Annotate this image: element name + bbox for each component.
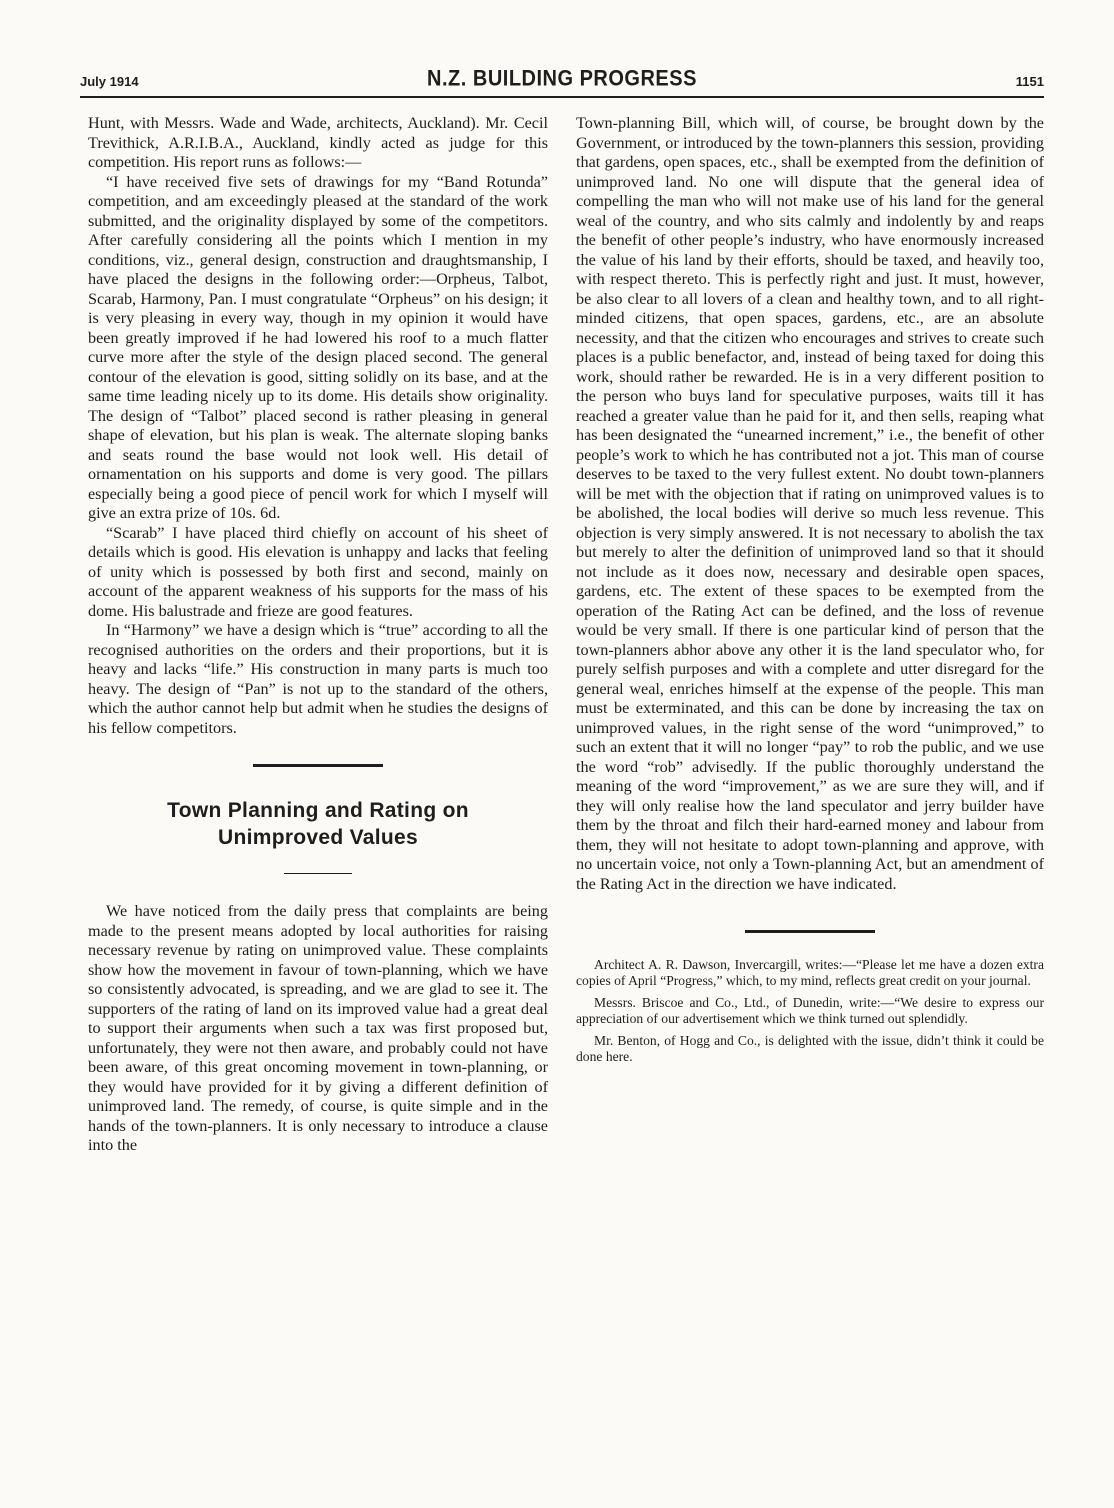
publication-title: N.Z. BUILDING PROGRESS bbox=[427, 66, 697, 92]
running-head bbox=[80, 68, 1044, 96]
header-rule bbox=[80, 96, 1044, 98]
note-dawson: Architect A. R. Dawson, Invercargill, writes:—“Please let me have a dozen extra copies of April “Progress,” which, to my mind, reflects great credit on your journal. bbox=[576, 957, 1044, 988]
scarab-paragraph: “Scarab” I have placed third chiefly on account of his sheet of details which is good. His elevation is unhappy and lacks that feeling of unity which is possessed by both first and second, mainly on account of the apparent weakness of his supports for the mass of his dome. His balustrade and frieze are good features. bbox=[88, 523, 548, 620]
competition-intro-paragraph: Hunt, with Messrs. Wade and Wade, architects, Auckland). Mr. Cecil Trevithick, A.R.I.B.A., Auckland, kindly acted as judge for this competition. His report runs as follows:— bbox=[88, 114, 548, 171]
harmony-paragraph: In “Harmony” we have a design which is “true” according to all the recognised authorities on the orders and their proportions, but it is heavy and lacks “life.” His construction in many parts is much too heavy. The design of “Pan” is not up to the standard of the others, which the author cannot help but admit when he studies the designs of his fellow competitors. bbox=[88, 621, 548, 737]
article-paragraph: We have noticed from the daily press that complaints are being made to the present means adopted by local authorities for raising necessary revenue by rating on unimproved value. These complaints show how the movement in favour of town-planning, which we have so consistently advocated, is spreading, and we are glad to see it. The supporters of the rating of land on its improved value had a great deal to support their arguments when such a tax was first proposed but, unfortunately, they were not then aware, and probably could not have been aware, of this great oncoming movement in town-planning, or they would have provided for it by giving a different definition of unimproved land. The remedy, of course, is quite simple and in the hands of the town-planners. It is only necessary to introduce a clause into the bbox=[88, 902, 548, 1154]
article-continuation-paragraph: Town-planning Bill, which will, of course, be brought down by the Government, or introduced by the town-planners this session, providing that gardens, open spaces, etc., shall be exempted from the definition of unimproved land. No one will dispute that the general idea of compelling the man who will not make use of his land for the general weal of the country, and who sits calmly and indolently by and reaps the benefit of other people’s industry, who have enormously increased the value of his land by their efforts, should be taxed, and heavily too, with respect thereto. This is perfectly right and just. It must, however, be also clear to all lovers of a clean and healthy town, and to all right-minded citizens, that open spaces, gardens, etc., are an absolute necessity, and that the citizen who encourages and strives to create such places is a public benefactor, and, instead of being taxed for doing this work, should rather be rewarded. He is in a very different position to the person who buys land for speculative purposes, waits till it has reached a greater value than he paid for it, and then sells, reaping what has been designated the “unearned increment,” i.e., the benefit of other people’s work to which he has contributed not a jot. This man of course deserves to be taxed to the very fullest extent. No doubt town-planners will be met with the objection that if rating on unimproved values is to be abolished, the local bodies will derive so much less revenue. This objection is very simply answered. It is not necessary to abolish the tax but merely to alter the definition of unimproved land so that it should not include as it does now, necessary and desirable open spaces, gardens, etc. The extent of these spaces to be exempted from the operation of the Rating Act can be defined, and the loss of revenue would be very small. If there is one particular kind of person that the town-planners abhor above any other it is the land speculator who, for purely selfish purposes and with a complete and utter disregard for the general weal, enriches himself at the expense of the people. This man must be exterminated, and this can be done by increasing the tax on unimproved values, in the right sense of the word “unimproved,” to such an extent that it will no longer “pay” to rob the public, and we use the word “rob” advisedly. If the public thoroughly understand the meaning of the word “improvement,” as we are sure they will, and if they will only realise how the land speculator and jerry builder have them by the throat and filch their hard-earned money and labour from them, they will not hesitate to adopt town-planning and approve, with no uncertain voice, not only a Town-planning Act, but an amendment of the Rating Act in the direction we have indicated. bbox=[576, 114, 1044, 893]
note-benton: Mr. Benton, of Hogg and Co., is delighted with the issue, didn’t think it could be done here. bbox=[576, 1033, 1044, 1064]
right-column bbox=[576, 114, 1044, 1071]
issue-date: July 1914 bbox=[80, 74, 139, 89]
page-number: 1151 bbox=[1015, 74, 1044, 89]
note-briscoe: Messrs. Briscoe and Co., Ltd., of Dunedin, write:—“We desire to express our appreciation of our advertisement which we think turned out splendidly. bbox=[576, 995, 1044, 1026]
judge-report-paragraph: “I have received five sets of drawings for my “Band Rotunda” competition, and am exceedingly pleased at the standard of the work submitted, and the originality displayed by some of the competitors. After carefully considering all the points which I mention in my conditions, viz., general design, construction and draughtsmanship, I have placed the designs in the following order:—Orpheus, Talbot, Scarab, Harmony, Pan. I must congratulate “Orpheus” on his design; it is very pleasing in every way, though in my opinion it would have been greatly improved if he had lowered his roof to a much flatter curve more after the style of the design placed second. The general contour of the elevation is good, sitting solidly on its base, and at the same time leading nicely up to its dome. His details show originality. The design of “Talbot” placed second is rather pleasing in general shape of elevation, but his plan is weak. The alternate sloping banks and seats round the base would not look well. His detail of ornamentation on his supports and dome is very good. The pillars especially being a good piece of pencil work for which I myself will give an extra prize of 10s. 6d. bbox=[88, 172, 548, 522]
left-column bbox=[88, 114, 548, 1156]
article-title-line-2: Unimproved Values bbox=[218, 826, 418, 849]
article-title-line-1: Town Planning and Rating on bbox=[167, 799, 469, 822]
article-title bbox=[88, 797, 548, 851]
